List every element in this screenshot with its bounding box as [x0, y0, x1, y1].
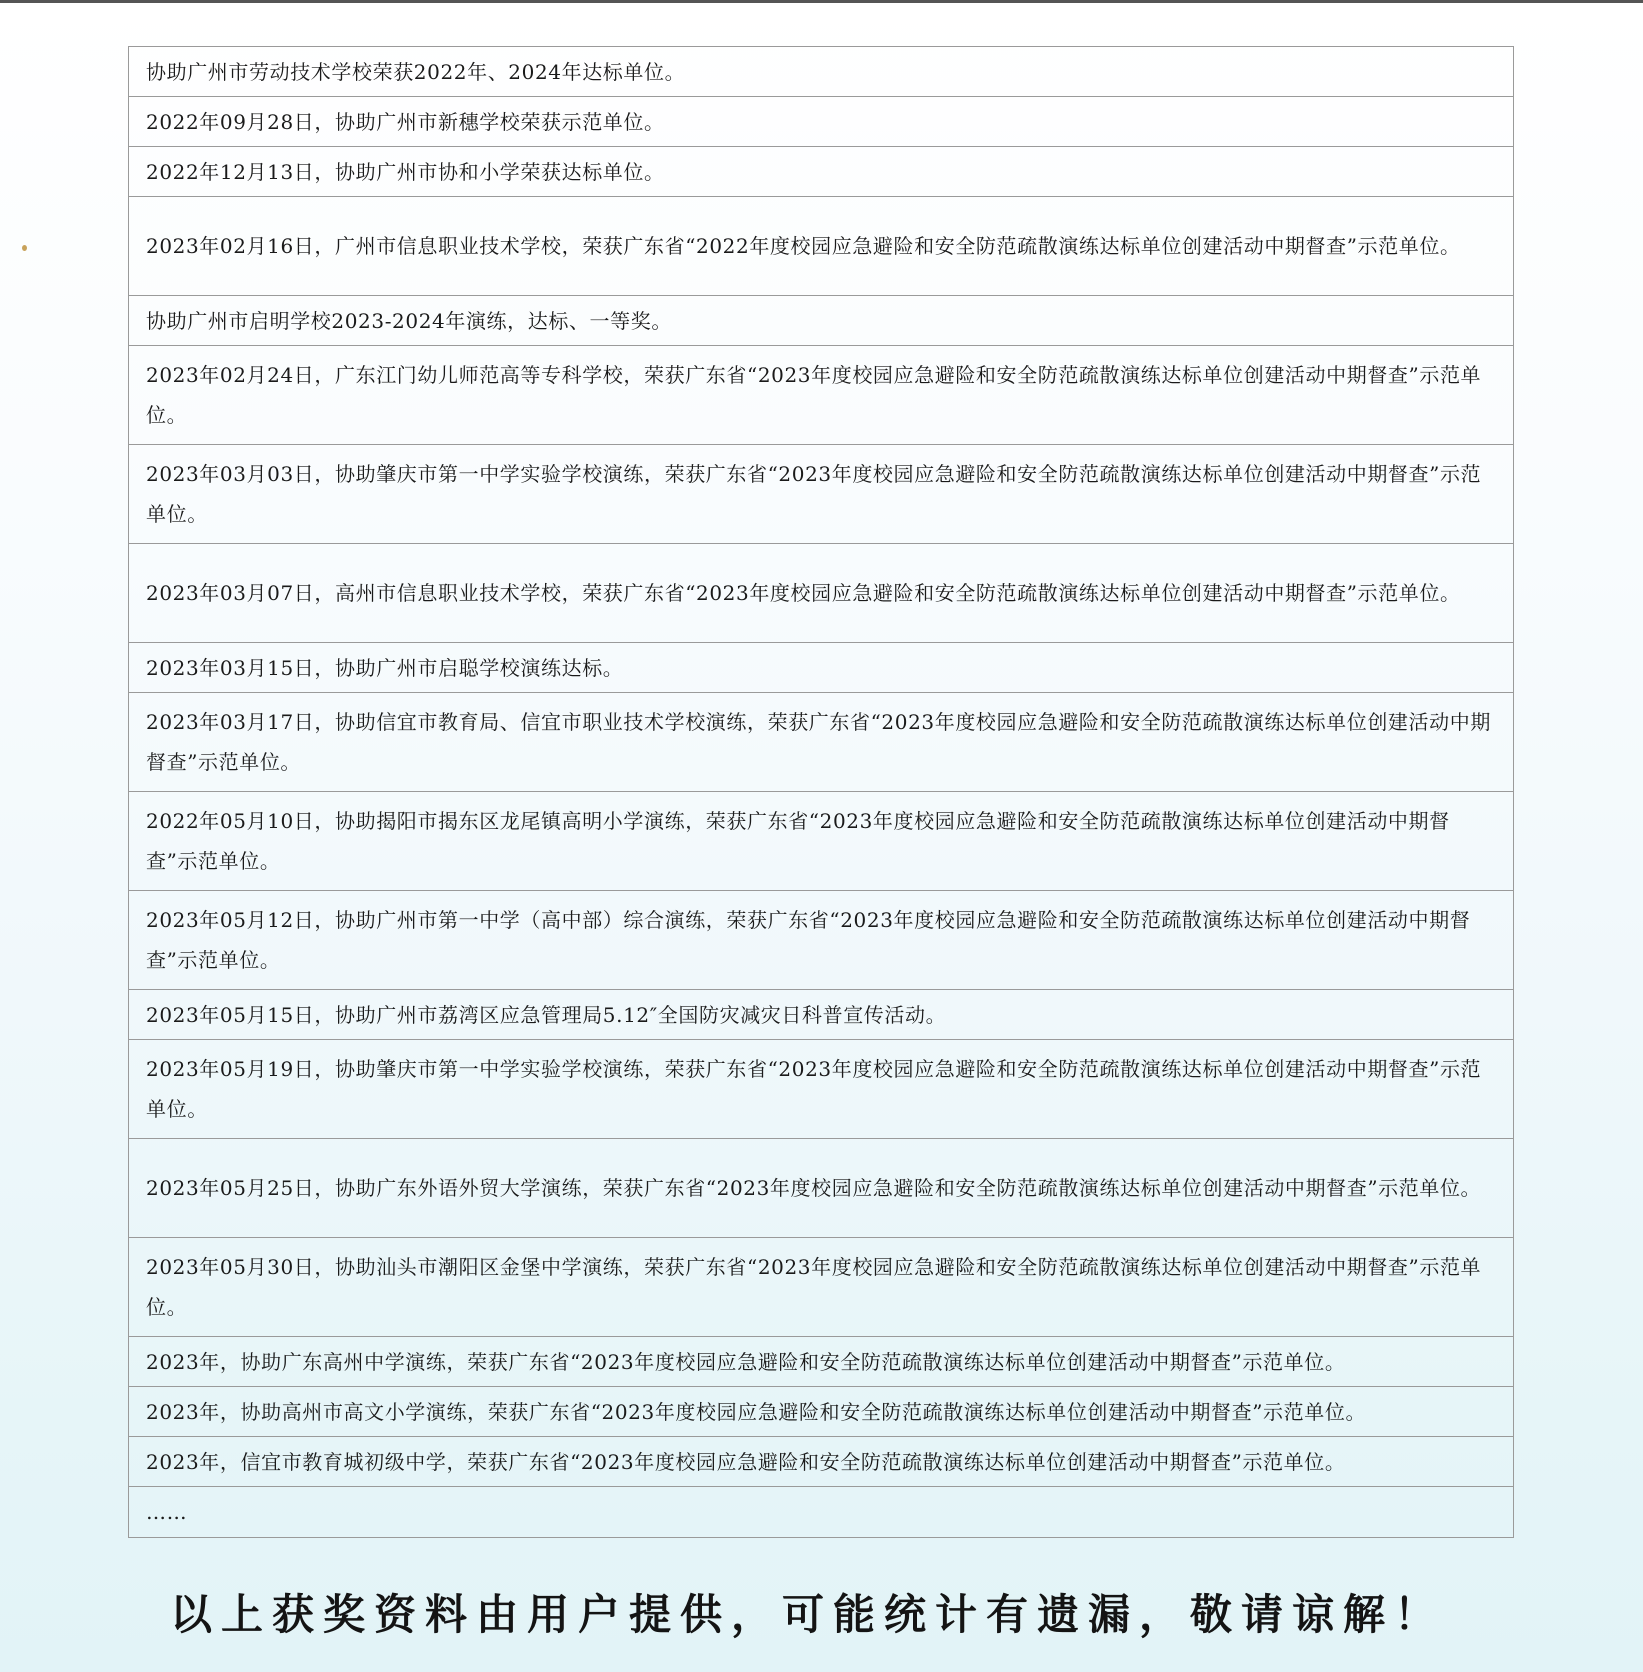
- award-row: [129, 1387, 1513, 1437]
- award-row: [129, 1437, 1513, 1487]
- award-text: 2023年，协助广东高州中学演练，荣获广东省“2023年度校园应急避险和安全防范疏散演练达标单位创建活动中期督查”示范单位。: [146, 1349, 1346, 1374]
- award-row: [129, 990, 1513, 1040]
- award-row: [129, 445, 1513, 544]
- award-row: [129, 296, 1513, 346]
- award-text: 协助广州市启明学校2023-2024年演练，达标、一等奖。: [146, 308, 672, 333]
- award-text: 2022年09月28日，协助广州市新穗学校荣获示范单位。: [146, 109, 665, 134]
- scan-top-edge: [0, 0, 1643, 3]
- award-text: 2023年05月15日，协助广州市荔湾区应急管理局5.12″全国防灾减灾日科普宣传活动。: [146, 1002, 947, 1027]
- award-text: 2023年03月17日，协助信宜市教育局、信宜市职业技术学校演练，荣获广东省“2023年度校园应急避险和安全防范疏散演练达标单位创建活动中期督查”示范单位。: [146, 710, 1491, 774]
- award-row: [129, 891, 1513, 990]
- award-text: 2023年，协助高州市高文小学演练，荣获广东省“2023年度校园应急避险和安全防范疏散演练达标单位创建活动中期督查”示范单位。: [146, 1399, 1367, 1424]
- award-row: [129, 197, 1513, 296]
- award-row: [129, 792, 1513, 891]
- award-text: 2023年05月25日，协助广东外语外贸大学演练，荣获广东省“2023年度校园应急避险和安全防范疏散演练达标单位创建活动中期督查”示范单位。: [146, 1176, 1482, 1200]
- award-text: 2023年02月24日，广东江门幼儿师范高等专科学校，荣获广东省“2023年度校园应急避险和安全防范疏散演练达标单位创建活动中期督查”示范单位。: [146, 363, 1482, 427]
- award-text: 2023年05月30日，协助汕头市潮阳区金堡中学演练，荣获广东省“2023年度校园应急避险和安全防范疏散演练达标单位创建活动中期督查”示范单位。: [146, 1255, 1482, 1319]
- award-row: [129, 97, 1513, 147]
- award-row: [129, 147, 1513, 197]
- award-text: 2023年03月15日，协助广州市启聪学校演练达标。: [146, 655, 624, 680]
- award-text: ……: [146, 1500, 188, 1524]
- award-row: [129, 1139, 1513, 1238]
- award-row: [129, 1337, 1513, 1387]
- award-row: [129, 346, 1513, 445]
- award-text: 协助广州市劳动技术学校荣获2022年、2024年达标单位。: [146, 59, 686, 84]
- awards-table: [128, 46, 1514, 1538]
- award-text: 2023年03月03日，协助肇庆市第一中学实验学校演练，荣获广东省“2023年度校园应急避险和安全防范疏散演练达标单位创建活动中期督查”示范单位。: [146, 462, 1482, 526]
- scan-speck: [22, 245, 27, 251]
- award-text: 2023年，信宜市教育城初级中学，荣获广东省“2023年度校园应急避险和安全防范疏散演练达标单位创建活动中期督查”示范单位。: [146, 1449, 1346, 1474]
- award-row: [129, 47, 1513, 97]
- award-text: 2023年05月19日，协助肇庆市第一中学实验学校演练，荣获广东省“2023年度校园应急避险和安全防范疏散演练达标单位创建活动中期督查”示范单位。: [146, 1057, 1482, 1121]
- award-row: [129, 643, 1513, 693]
- award-text: 2023年02月16日，广州市信息职业技术学校，荣获广东省“2022年度校园应急避险和安全防范疏散演练达标单位创建活动中期督查”示范单位。: [146, 234, 1461, 258]
- award-row: [129, 544, 1513, 643]
- award-text: 2022年12月13日，协助广州市协和小学荣获达标单位。: [146, 159, 665, 184]
- award-text: 2022年05月10日，协助揭阳市揭东区龙尾镇高明小学演练，荣获广东省“2023年度校园应急避险和安全防范疏散演练达标单位创建活动中期督查”示范单位。: [146, 809, 1450, 873]
- award-row: [129, 693, 1513, 792]
- award-text: 2023年05月12日，协助广州市第一中学（高中部）综合演练，荣获广东省“2023年度校园应急避险和安全防范疏散演练达标单位创建活动中期督查”示范单位。: [146, 908, 1471, 972]
- award-text: 2023年03月07日，高州市信息职业技术学校，荣获广东省“2023年度校园应急避险和安全防范疏散演练达标单位创建活动中期督查”示范单位。: [146, 581, 1461, 605]
- award-row: [129, 1040, 1513, 1139]
- award-row: [129, 1238, 1513, 1337]
- footer-note: 以上获奖资料由用户提供，可能统计有遗漏，敬请谅解！: [170, 1590, 1446, 1639]
- award-row-ellipsis: [129, 1487, 1513, 1537]
